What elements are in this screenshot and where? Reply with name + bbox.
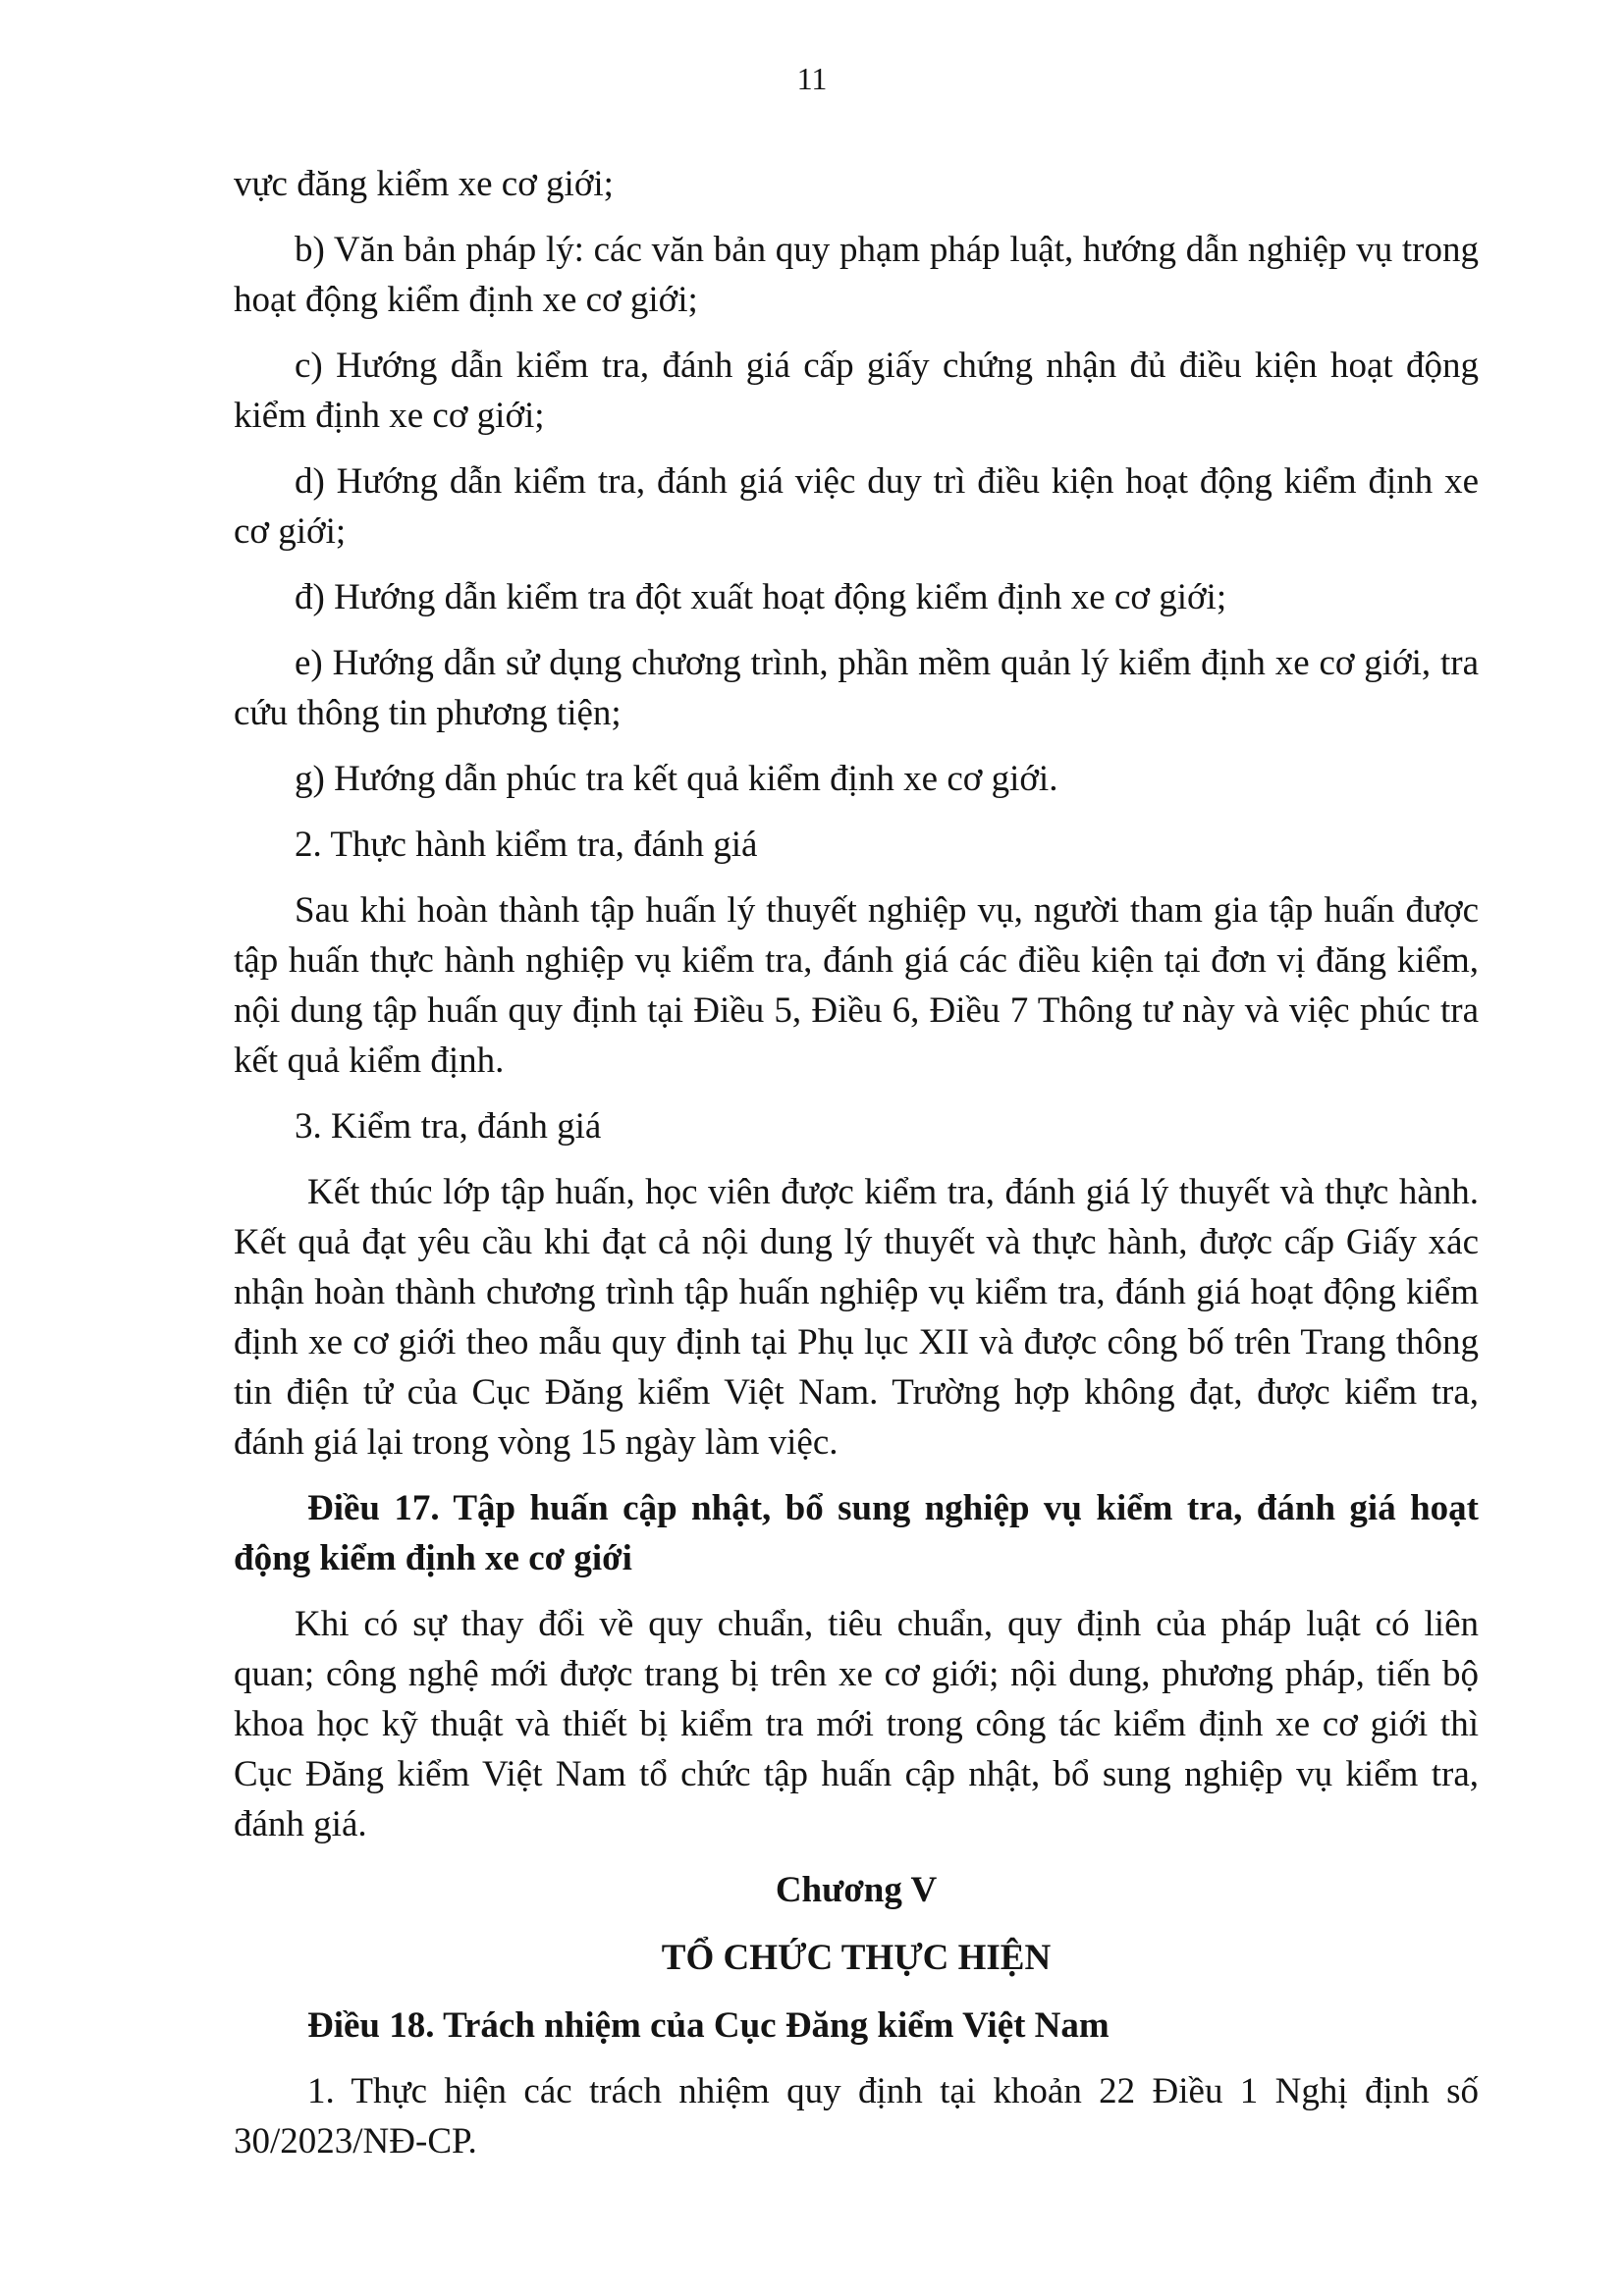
page-number: 11	[796, 61, 828, 96]
paragraph-item-d: d) Hướng dẫn kiểm tra, đánh giá việc duy trì điều kiện hoạt động kiểm định xe cơ giới;	[234, 461, 1479, 552]
paragraph-item-g: g) Hướng dẫn phúc tra kết quả kiểm định xe cơ giới.	[295, 759, 1058, 799]
paragraph-article-18-item-1: 1. Thực hiện các trách nhiệm quy định tại khoản 22 Điều 1 Nghị định số 30/2023/NĐ-CP.	[234, 2071, 1479, 2162]
paragraph-item-b: b) Văn bản pháp lý: các văn bản quy phạm pháp luật, hướng dẫn nghiệp vụ trong hoạt động kiểm định xe cơ giới;	[234, 230, 1479, 320]
document-body	[234, 159, 1479, 2182]
chapter-heading: Chương V	[775, 1870, 938, 1910]
paragraph-practice: Sau khi hoàn thành tập huấn lý thuyết nghiệp vụ, người tham gia tập huấn được tập huấn thực hành nghiệp vụ kiểm tra, đánh giá các điều kiện tại đơn vị đăng kiểm, nội dung tập huấn quy định tại Điều 5, Điều 6, Điều 7 Thông tư này và việc phúc tra kết quả kiểm định.	[234, 890, 1479, 1081]
paragraph-item-c: c) Hướng dẫn kiểm tra, đánh giá cấp giấy chứng nhận đủ điều kiện hoạt động kiểm định xe cơ giới;	[234, 346, 1479, 436]
article-17-heading: Điều 17. Tập huấn cập nhật, bổ sung nghiệp vụ kiểm tra, đánh giá hoạt động kiểm định xe cơ giới	[234, 1488, 1479, 1578]
paragraph-item-e: e) Hướng dẫn sử dụng chương trình, phần mềm quản lý kiểm định xe cơ giới, tra cứu thông tin phương tiện;	[234, 643, 1479, 733]
paragraph-continuation: vực đăng kiểm xe cơ giới;	[234, 164, 614, 204]
section-3-heading: 3. Kiểm tra, đánh giá	[295, 1106, 602, 1147]
section-2-heading: 2. Thực hành kiểm tra, đánh giá	[295, 825, 758, 865]
article-18-heading: Điều 18. Trách nhiệm của Cục Đăng kiểm Việt Nam	[307, 2005, 1110, 2046]
chapter-title: TỔ CHỨC THỰC HIỆN	[661, 1938, 1052, 1978]
paragraph-assessment: Kết thúc lớp tập huấn, học viên được kiểm tra, đánh giá lý thuyết và thực hành. Kết quả đạt yêu cầu khi đạt cả nội dung lý thuyết và thực hành, được cấp Giấy xác nhận hoàn thành chương trình tập huấn nghiệp vụ kiểm tra, đánh giá hoạt động kiểm định xe cơ giới theo mẫu quy định tại Phụ lục XII và được công bố trên Trang thông tin điện tử của Cục Đăng kiểm Việt Nam. Trường hợp không đạt, được kiểm tra, đánh giá lại trong vòng 15 ngày làm việc.	[234, 1172, 1479, 1463]
paragraph-article-17: Khi có sự thay đổi về quy chuẩn, tiêu chuẩn, quy định của pháp luật có liên quan; công nghệ mới được trang bị trên xe cơ giới; nội dung, phương pháp, tiến bộ khoa học kỹ thuật và thiết bị kiểm tra mới trong công tác kiểm định xe cơ giới thì Cục Đăng kiểm Việt Nam tổ chức tập huấn cập nhật, bổ sung nghiệp vụ kiểm tra, đánh giá.	[234, 1604, 1479, 1844]
paragraph-item-dd: đ) Hướng dẫn kiểm tra đột xuất hoạt động kiểm định xe cơ giới;	[295, 577, 1227, 617]
